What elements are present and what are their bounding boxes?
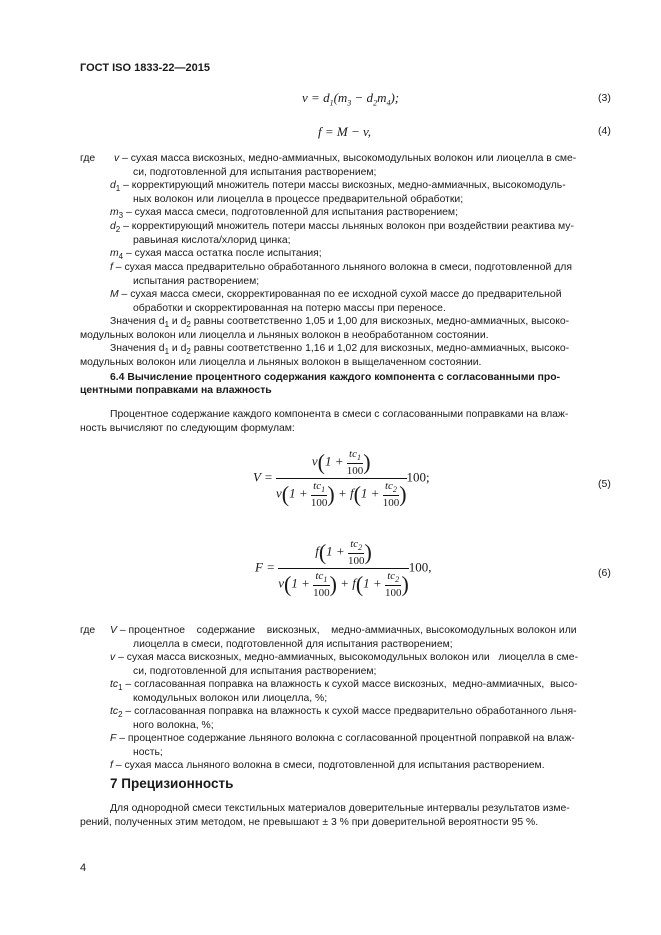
section-7-body: Для однородной смеси текстильных материалов доверительные интервалы результатов изме- — [110, 803, 570, 814]
definition-tc2: $tc_2$ – согласованная поправка на влажность к сухой массе предварительно обработанного льня- — [110, 706, 577, 720]
section-6-4-intro-cont: ность вычисляют по следующим формулам: — [80, 423, 295, 434]
formula-6: F = f(1 + $\frac{tc_2}{100}$ ) v(1 + $\frac{tc_1}{100}$ ) + f(1 + $\frac{tc_2}{100}$ ) 100, — [255, 538, 432, 600]
where-label: где — [80, 153, 96, 164]
formula-3-number: (3) — [598, 92, 611, 104]
definition-f-cont: испытания растворением; — [133, 276, 260, 287]
formula-4: f = M − v, — [318, 124, 372, 139]
definition-v-cont: си, подготовленной для испытания растворением; — [133, 167, 377, 178]
definition-V: V – процентное содержание вискозных, медно-аммиачных, высокомодульных волокон или — [110, 625, 577, 636]
definition-M-cont: обработки и скорректированная на потерю массы при переносе. — [133, 303, 446, 314]
note-untreated: Значения $d_1$ и $d_2$ равны соответственно 1,05 и 1,00 для вискозных, медно-аммиачных, высоко- — [110, 316, 570, 330]
section-7-title: 7 Прецизионность — [110, 776, 234, 791]
definition-tc1: $tc_1$ – согласованная поправка на влажность к сухой массе вискозных, медно-аммиачных, высо- — [110, 679, 578, 693]
definition-tc2-cont: ного волокна, %; — [133, 720, 214, 731]
definition-F: F – процентное содержание льняного волокна с согласованной процентной поправкой на влаж- — [110, 733, 575, 744]
definition-tc1-cont: комодульных волокон или лиоцелла, %; — [133, 693, 328, 704]
note-leached: Значения $d_1$ и $d_2$ равны соответственно 1,16 и 1,02 для вискозных, медно-аммиачных, высоко- — [110, 343, 570, 357]
section-6-4-title: 6.4 Вычисление процентного содержания каждого компонента с согласованными про- — [110, 372, 561, 383]
definition-m3: $m_3$ – сухая масса смеси, подготовленной для испытания растворением; — [110, 207, 458, 221]
definition-d1: $d_1$ – корректирующий множитель потери массы вискозных, медно-аммиачных, высокомодуль- — [110, 180, 566, 194]
section-6-4-intro: Процентное содержание каждого компонента в смеси с согласованными поправками на влаж- — [110, 409, 569, 420]
definition-v2-cont: си, подготовленной для испытания растворением; — [133, 666, 377, 677]
definition-d2-cont: равьиная кислота/хлорид цинка; — [133, 235, 291, 246]
formula-3: $v = d_1(m_3 - d_2m_4)$; — [302, 90, 400, 108]
definition-f2: f – сухая масса льняного волокна в смеси, подготовленной для испытания растворением. — [110, 760, 545, 771]
definition-d2: $d_2$ – корректирующий множитель потери массы льняных волокон при воздействии реактива му- — [110, 221, 574, 235]
formula-6-number: (6) — [598, 567, 611, 579]
definition-v2: v – сухая масса вискозных, медно-аммиачных, высокомодульных волокон или лиоцелла в сме- — [110, 652, 579, 663]
document-code: ГОСТ ISO 1833-22—2015 — [80, 62, 210, 74]
where-label-2: где — [80, 625, 96, 636]
section-6-4-title-cont: центными поправками на влажность — [80, 385, 272, 396]
formula-5-number: (5) — [598, 478, 611, 490]
definition-f: f – сухая масса предварительно обработанного льняного волокна в смеси, подготовленной для — [110, 262, 572, 273]
definition-M: M – сухая масса смеси, скорректированная по ее исходной сухой массе до предварительной — [110, 289, 562, 300]
section-7-body-cont: рений, полученных этим методом, не превышают ± 3 % при доверительной вероятности 95 %. — [80, 817, 539, 828]
formula-4-number: (4) — [598, 125, 611, 137]
page-number: 4 — [80, 862, 87, 874]
note-untreated-cont: модульных волокон или лиоцелла и льняных волокон в необработанном состоянии. — [80, 330, 489, 341]
formula-5: V = v(1 + $\frac{tc_1}{100}$ ) v(1 + $\frac{tc_1}{100}$ ) + f(1 + $\frac{tc_2}{100}$ ) 100; — [253, 448, 430, 510]
definition-m4: $m_4$ – сухая масса остатка после испытания; — [110, 248, 322, 262]
note-leached-cont: модульных волокон или лиоцелла и льняных волокон в выщелаченном состоянии. — [80, 357, 482, 368]
definition-d1-cont: ных волокон или лиоцелла в процессе предварительной обработки; — [133, 194, 464, 205]
definition-v: v – сухая масса вискозных, медно-аммиачных, высокомодульных волокон или лиоцелла в сме- — [114, 153, 577, 164]
definition-F-cont: ность; — [133, 747, 163, 758]
definition-V-cont: лиоцелла в смеси, подготовленной для испытания растворением; — [133, 639, 453, 650]
